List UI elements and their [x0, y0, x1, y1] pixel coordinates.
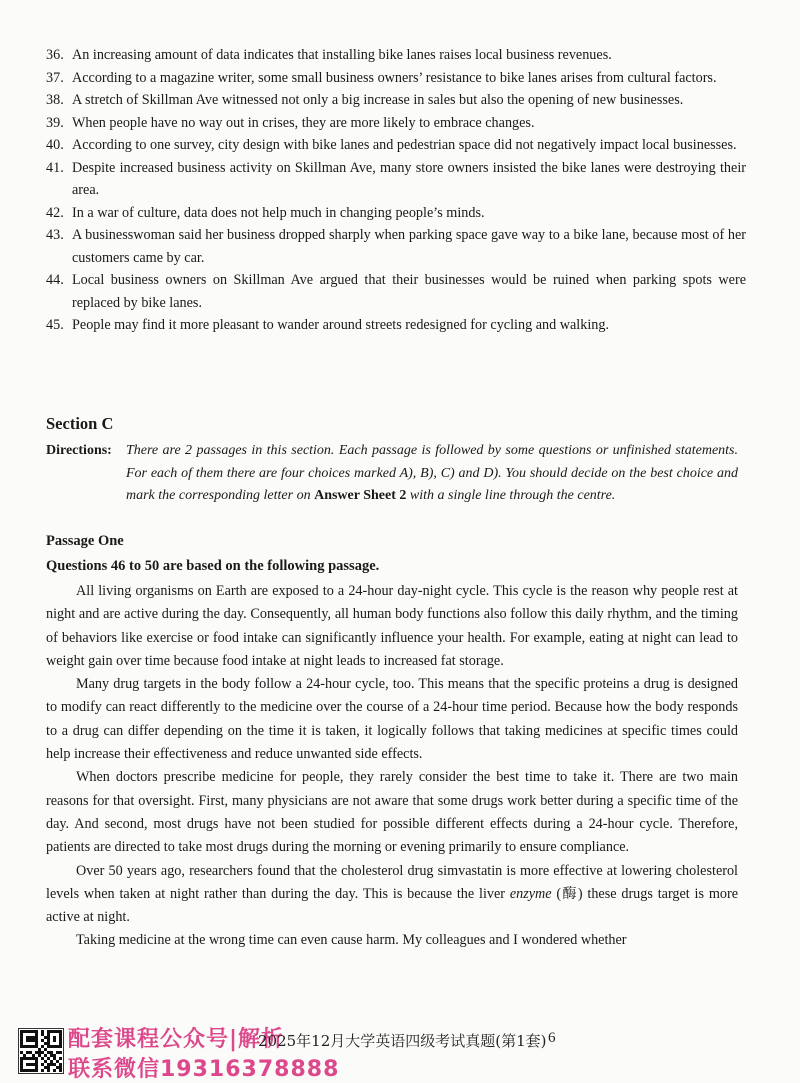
statement-number: 37.: [46, 69, 64, 86]
directions-text-part: with a single line through the centre.: [406, 488, 616, 503]
statement-item: [46, 67, 746, 90]
paragraph: [46, 860, 738, 930]
statement-number: 42.: [46, 204, 64, 221]
watermark-line-2: 联系微信19316378888: [68, 1057, 340, 1082]
answer-sheet-label: Answer Sheet 2: [314, 488, 407, 503]
statement-text: Local business owners on Skillman Ave argued that their businesses would be ruined when parking spots were replaced by bike lanes.: [72, 272, 746, 311]
statement-item: [46, 89, 746, 112]
statement-text: According to a magazine writer, some small business owners’ resistance to bike lanes arises from cultural factors.: [72, 69, 717, 86]
watermark-line-1: 配套课程公众号|解析: [68, 1027, 285, 1052]
section-heading: Section C: [46, 414, 114, 433]
statement-text: According to one survey, city design with bike lanes and pedestrian space did not negatively impact local businesses.: [72, 137, 737, 153]
directions-label: Directions:: [46, 443, 112, 458]
qr-code-icon: [18, 1028, 64, 1074]
statement-number: 45.: [46, 317, 64, 333]
statement-text: A stretch of Skillman Ave witnessed not only a big increase in sales but also the opening of new businesses.: [72, 92, 684, 108]
statement-item: [46, 134, 746, 157]
statement-number: 44.: [46, 272, 64, 288]
statement-item: [46, 112, 746, 135]
page-footer: [0, 1020, 800, 1082]
statement-item: [46, 202, 746, 225]
paragraph-part: Over 50 years ago, researchers found that the cholesterol drug simvastatin is more effective at lowering cholesterol levels when taken at night rather than during the day. This is because the liver: [46, 862, 738, 902]
statement-number: 40.: [46, 137, 64, 153]
directions-block: [46, 440, 738, 508]
directions-text-part: There are 2 passages in this section. Each passage is followed by some questions or unfinished statements. For each of them there are four choices marked A), B), C) and D). You should decide on the best choice and mark the corresponding letter on: [126, 443, 738, 503]
statement-item: [46, 44, 746, 67]
statement-text: A businesswoman said her business dropped sharply when parking space gave way to a bike lane, because most of her customers came by car.: [72, 227, 746, 266]
statement-list: [46, 44, 746, 337]
statement-text: Despite increased business activity on Skillman Ave, many store owners insisted the bike lanes were destroying their area.: [72, 159, 746, 198]
statement-number: 43.: [46, 227, 64, 243]
paragraph: Taking medicine at the wrong time can even cause harm. My colleagues and I wondered whether: [76, 932, 627, 949]
statement-item: [46, 314, 746, 337]
enzyme-term: enzyme: [509, 885, 552, 902]
directions-text: [126, 440, 738, 508]
statement-number: 36.: [46, 47, 64, 63]
paragraph: When doctors prescribe medicine for people, they rarely consider the best time to take it. There are two main reasons for that oversight. First, many physicians are not aware that some drugs work better during a specific time of the day. And second, most drugs have not been studied for possible different effects during a 24-hour cycle. Therefore, patients are directed to take most drugs during the morning or evening primarily to ensure compliance.: [46, 769, 738, 856]
exam-title: 2025年12月大学英语四级考试真题(第1套): [258, 1032, 547, 1050]
statement-text: When people have no way out in crises, they are more likely to embrace changes.: [72, 114, 535, 131]
paragraph-part: (酶) these drugs target is more active at night.: [46, 885, 738, 926]
paragraph: All living organisms on Earth are exposed to a 24-hour day-night cycle. This cycle is the reason why people rest at night and are active during the day. Consequently, all human body functions also follow this daily rhythm, and the timing of behaviors like exercise or food intake can significantly influence your health. For example, eating at night can lead to weight gain over time because food intake at night leads to increased fat storage.: [46, 583, 738, 669]
statement-text: An increasing amount of data indicates that installing bike lanes raises local business revenues.: [72, 47, 612, 63]
statement-item: [46, 224, 746, 269]
statement-text: People may find it more pleasant to wander around streets redesigned for cycling and walking.: [72, 317, 609, 333]
statement-number: 38.: [46, 92, 64, 108]
statement-number: 39.: [46, 114, 64, 131]
passage-label: Passage One: [46, 533, 124, 549]
paragraph: Many drug targets in the body follow a 24-hour cycle, too. This means that the specific proteins a drug is designed to modify can react differently to the medicine over the course of a 24-hour time period. Because how the body responds to a drug can differ depending on the time it is taken, it logically follows that taking medicines at specific times could help increase their effectiveness and reduce unwanted side effects.: [46, 676, 738, 763]
statement-item: [46, 269, 746, 314]
passage-body: [46, 580, 738, 953]
page-number: 6: [548, 1030, 556, 1046]
statement-text: In a war of culture, data does not help much in changing people’s minds.: [72, 204, 485, 221]
statement-number: 41.: [46, 159, 64, 176]
statement-item: [46, 157, 746, 202]
questions-label: Questions 46 to 50 are based on the following passage.: [46, 558, 380, 574]
